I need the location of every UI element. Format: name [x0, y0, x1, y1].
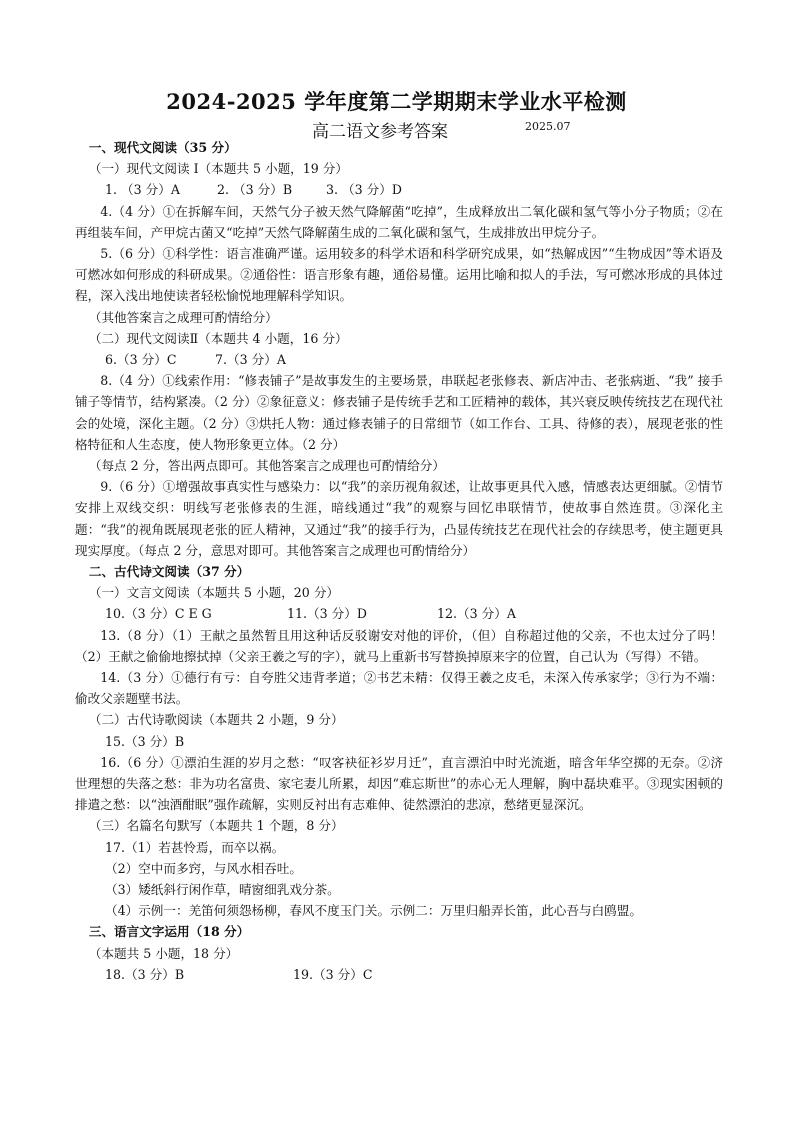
- answer-item: 6.（3 分）C: [105, 352, 177, 368]
- answer-item: （2）空中而多窍，与风水相吞吐。: [105, 860, 302, 876]
- answer-content: [75, 137, 723, 985]
- answer-item: 13.（8 分）（1）王献之虽然暂且用这种话反驳谢安对他的评价，（但）自称超过他的父亲，不也太过分了吗！（2）王献之偷偷地擦拭掉（父亲王羲之写的字），就马上重新书写替换掉原来字的位置，自己认为（写得）不错。: [75, 627, 723, 664]
- grading-note: （其他答案言之成理可酌情给分）: [88, 309, 278, 325]
- section-heading-modern-reading: 一、现代文阅读（35 分）: [88, 140, 237, 155]
- answer-item: 4.（4 分）①在拆解车间，天然气分子被天然气降解菌“吃掉”，生成释放出二氧化碳和氢气等小分子物质；②在再组装车间，产甲烷古菌又“吃掉”天然气降解菌生成的二氧化碳和氢气，生成排放出甲烷分子。: [75, 203, 723, 240]
- document-title: 2024-2025 学年度第二学期期末学业水平检测: [166, 89, 627, 114]
- answer-item: 15.（3 分）B: [105, 733, 185, 749]
- subsection-heading: （三）名篇名句默写（本题共 1 个题，8 分）: [88, 818, 344, 834]
- answer-item: 19.（3 分）C: [293, 966, 373, 982]
- document-subtitle: 高二语文参考答案: [312, 122, 448, 142]
- answer-row: [75, 349, 723, 370]
- subsection-heading: （二）现代文阅读Ⅱ（本题共 4 小题，16 分）: [88, 330, 348, 346]
- section-heading-classical-reading: 二、古代诗文阅读（37 分）: [88, 564, 250, 580]
- subsection-heading: （二）古代诗歌阅读（本题共 2 小题，9 分）: [88, 712, 344, 728]
- answer-row: [75, 179, 723, 200]
- answer-item: 2. （3 分）B: [217, 182, 293, 198]
- subsection-heading: （本题共 5 小题，18 分）: [88, 945, 239, 961]
- answer-row: [75, 964, 723, 985]
- document-date: 2025.07: [525, 120, 571, 133]
- answer-item: 1. （3 分）A: [105, 182, 180, 198]
- answer-item: 18.（3 分）B: [105, 966, 185, 982]
- answer-item: 8.（4 分）①线索作用：“修表铺子”是故事发生的主要场景，串联起老张修表、新店冲击、老张病逝、“我” 接手铺子等情节，结构紧凑。（2 分）②象征意义：修表铺子是传统手艺和工匠精神的载体，其兴衰反映传统技艺在现代社会的处境，深化主题。（2 分）③烘托人物：通过修表铺子的日常细节（如工作台、工具、待修的表），展现老张的性格特征和人生态度，使人物形象更立体。（2 分）: [75, 373, 723, 452]
- answer-row: [75, 603, 723, 624]
- section-heading-language-use: 三、语言文字运用（18 分）: [88, 924, 250, 940]
- answer-item: 16.（6 分）①漂泊生涯的岁月之愁：“叹客袂征衫岁月迁”，直言漂泊中时光流逝，暗含年华空掷的无奈。②济世理想的失落之愁：非为功名富贵、家宅妻儿所累，却因“难忘斯世”的赤心无人理解，胸中磊块难平。③现实困顿的排遣之愁：以“浊酒酣眠”强作疏解，实则反衬出有志难伸、徒然漂泊的悲凉，愁绪更显深沉。: [75, 754, 723, 813]
- answer-item: 14.（3 分）①德行有亏：自夸胜父违背孝道；②书艺未精：仅得王羲之皮毛，未深入传承家学；③行为不端：偷改父亲题壁书法。: [75, 670, 723, 707]
- answer-item: 12.（3 分）A: [437, 606, 516, 622]
- answer-item: 17.（1）若甚怜焉，而卒以祸。: [105, 839, 285, 855]
- answer-item: 7.（3 分）A: [215, 352, 286, 368]
- answer-item: 3. （3 分）D: [326, 182, 402, 198]
- answer-item: 11.（3 分）D: [287, 606, 367, 622]
- subsection-heading: （一）现代文阅读 I（本题共 5 小题，19 分）: [88, 161, 348, 177]
- answer-item: 10.（3 分）C E G: [105, 606, 212, 622]
- answer-item: （4）示例一：羌笛何须怨杨柳，春风不度玉门关。示例二：万里归船弄长笛，此心吾与白鸥盟。: [105, 903, 642, 919]
- grading-note: （每点 2 分，答出两点即可。其他答案言之成理也可酌情给分）: [88, 458, 445, 474]
- subsection-heading: （一）文言文阅读（本题共 5 小题，20 分）: [88, 585, 340, 601]
- answer-item: （3）矮纸斜行闲作草，晴窗细乳戏分茶。: [105, 882, 340, 898]
- answer-item: 9.（6 分）①增强故事真实性与感染力：以“我”的亲历视角叙述，让故事更具代入感，情感表达更细腻。②情节安排上双线交织：明线写老张修表的生涯，暗线通过“我”的观察与回忆串联情节，使故事自然连贯。③深化主题：“我”的视角既展现老张的匠人精神，又通过“我”的接手行为，凸显传统技艺在现代社会的存续思考，使主题更具现实厚度。（每点 2 分，意思对即可。其他答案言之成理也可酌情给分）: [75, 479, 723, 558]
- answer-item: 5.（6 分）①科学性：语言准确严谨。运用较多的科学术语和科学研究成果，如“热解成因”“生物成因”等术语及可燃冰如何形成的科研成果。②通俗性：语言形象有趣，通俗易懂。运用比喻和拟人的手法，写可燃冰形成的具体过程，深入浅出地使读者轻松愉悦地理解科学知识。: [75, 246, 723, 304]
